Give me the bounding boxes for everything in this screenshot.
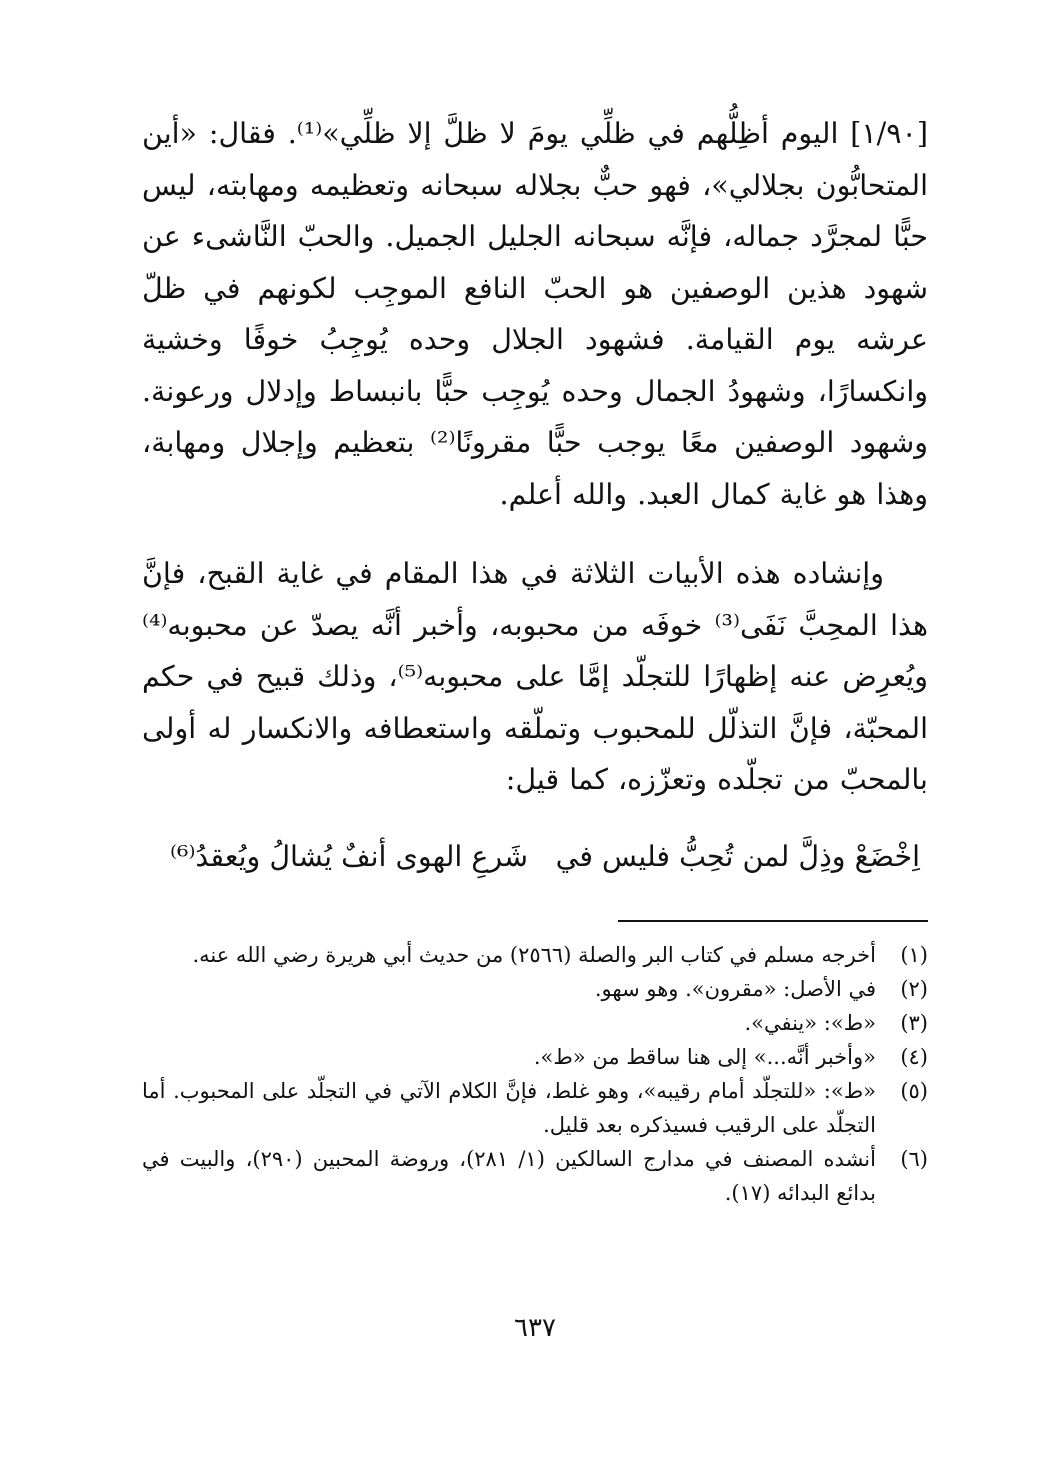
book-page [142, 108, 928, 1448]
footnote-item [142, 1006, 928, 1040]
footnotes [142, 938, 928, 1210]
footnote-text: أخرجه مسلم في كتاب البر والصلة (٢٥٦٦) من حديث أبي هريرة رضي الله عنه. [192, 942, 876, 967]
footnote-item [142, 1074, 928, 1142]
footnote-number: (١) [900, 942, 928, 967]
footnote-number: (٢) [900, 976, 928, 1001]
footnote-text: في الأصل: «مقرون». وهو سهو. [594, 976, 876, 1001]
footnote-number: (٣) [900, 1010, 928, 1035]
footnote-item [142, 1040, 928, 1074]
footnote-number: (٤) [900, 1044, 928, 1069]
footnote-number: (٦) [900, 1146, 928, 1171]
footnote-text: «وأخبر أنَّه...» إلى هنا ساقط من «ط». [533, 1044, 876, 1069]
footnote-item [142, 972, 928, 1006]
body-paragraph-1: [١/٩٠] اليوم أظِلُّهم في ظلِّي يومَ لا ظلَّ إلا ظلِّي»⁽¹⁾. فقال: «أين المتحابُّون بجلالي»، فهو حبٌّ بجلاله سبحانه وتعظيمه ومهابته، ليس حبًّا لمجرَّد جماله، فإنَّه سبحانه الجليل الجميل. والحبّ النَّاشىء عن شهود هذين الوصفين هو الحبّ النافع الموجِب لكونهم في ظلّ عرشه يوم القيامة. فشهود الجلال وحده يُوجِبُ خوفًا وخشية وانكسارًا، وشهودُ الجمال وحده يُوجِب حبًّا بانبساط وإدلال ورعونة. وشهود الوصفين معًا يوجب حبًّا مقرونًا⁽²⁾ بتعظيم وإجلال ومهابة، وهذا هو غاية كمال العبد. والله أعلم. [142, 117, 928, 511]
footnote-text: «ط»: «للتجلّد أمام رقيبه»، وهو غلط، فإنَّ الكلام الآتي في التجلّد على المحبوب. أما التجلّد على الرقيب فسيذكره بعد قليل. [142, 1078, 876, 1137]
page-number: ٦٣٧ [514, 1313, 556, 1343]
footnote-divider [618, 920, 928, 922]
footnote-number: (٥) [900, 1078, 928, 1103]
poem-verse [142, 830, 928, 884]
poem-first-hemistich: اِخْضَعْ وذِلَّ لمن تُحِبُّ فليس في [555, 839, 920, 873]
poem-second-hemistich: شَرعِ الهوى أنفٌ يُشالُ ويُعقدُ⁽⁶⁾ [170, 839, 528, 873]
footnote-item [142, 1142, 928, 1210]
footnote-text: أنشده المصنف في مدارج السالكين (١/ ٢٨١)، وروضة المحبين (٢٩٠)، والبيت في بدائع البدائه (١٧). [142, 1146, 876, 1205]
footnote-item [142, 938, 928, 972]
footnote-text: «ط»: «ينفي». [744, 1010, 876, 1035]
body-paragraph-2: وإنشاده هذه الأبيات الثلاثة في هذا المقام في غاية القبح، فإنَّ هذا المحِبَّ نَفَى⁽³⁾ خوفَه من محبوبه، وأخبر أنَّه يصدّ عن محبوبه⁽⁴⁾ ويُعرِض عنه إظهارًا للتجلّد إمَّا على محبوبه⁽⁵⁾، وذلك قبيح في حكم المحبّة، فإنَّ التذلّل للمحبوب وتملّقه واستعطافه والانكسار له أولى بالمحبّ من تجلّده وتعزّزه، كما قيل: [142, 557, 928, 796]
